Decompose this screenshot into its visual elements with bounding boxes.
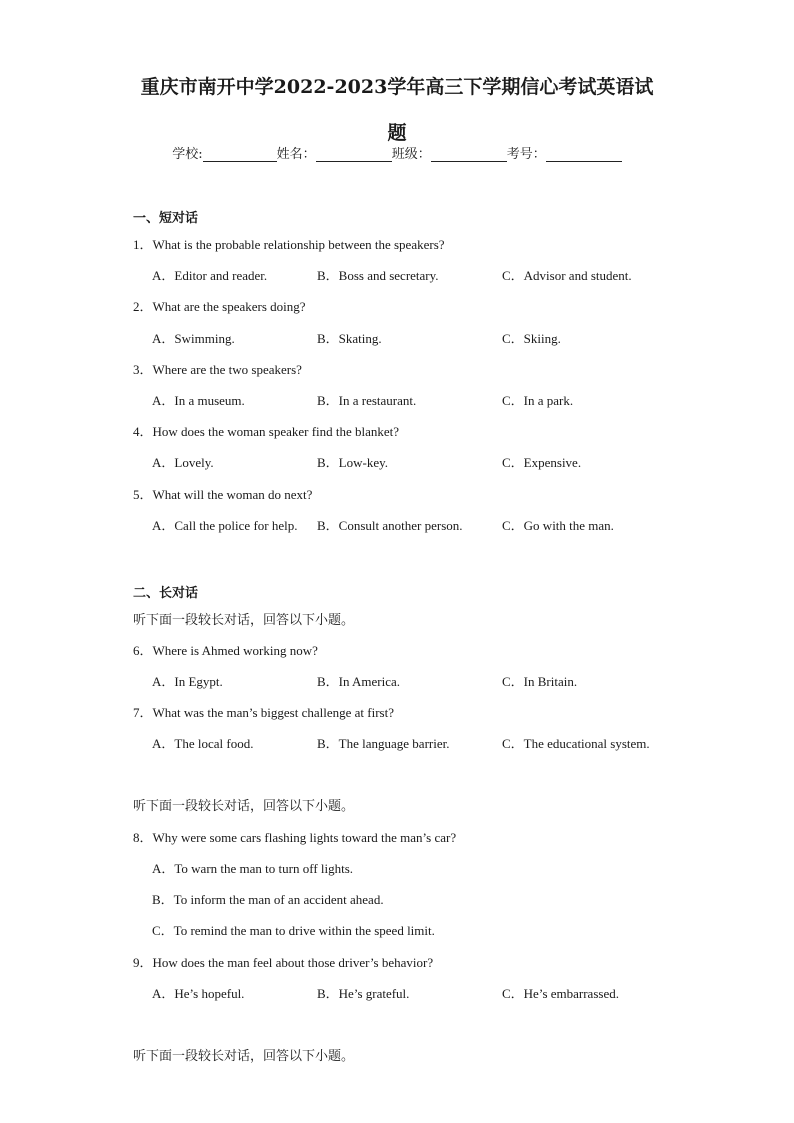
option-a: A．In a museum. [152,393,245,408]
question-stem: 2．What are the speakers doing? [133,299,306,314]
option-b: B．Skating. [317,331,382,346]
option-a: A．To warn the man to turn off lights. [152,861,354,876]
option-c: C．Go with the man. [502,518,614,533]
question-stem: 7．What was the man’s biggest challenge at first? [133,705,395,720]
question-stem: 3．Where are the two speakers? [133,362,302,377]
class-label: 班级： [391,147,431,162]
question-stem: 8．Why were some cars flashing lights toward the man’s car? [133,830,457,845]
name-blank[interactable] [316,147,392,162]
question-stem: 5．What will the woman do next? [133,487,313,502]
option-b: B．In a restaurant. [317,393,417,408]
option-b: B．The language barrier. [317,736,450,751]
option-a: A．Editor and reader. [152,268,268,283]
school-blank[interactable] [203,147,277,162]
option-a: A．In Egypt. [152,674,223,689]
option-a: A．He’s hopeful. [152,986,245,1001]
option-c: C．Skiing. [502,331,561,346]
option-c: C．The educational system. [502,736,650,751]
option-b: B．Consult another person. [317,518,463,533]
class-blank[interactable] [431,147,507,162]
option-b: B．He’s grateful. [317,986,410,1001]
option-a: A．Lovely. [152,455,214,470]
option-c: C．In Britain. [502,674,578,689]
section-heading-long-dialogues: 二、长对话 [133,586,199,601]
exam-number-blank[interactable] [546,147,622,162]
title-line-1: 重庆市南开中学2022-2023学年高三下学期信心考试英语试 [140,76,654,98]
listening-instruction: 听下面一段较长对话，回答以下小题。 [133,799,355,814]
question-stem: 4．How does the woman speaker find the blanket? [133,424,400,439]
name-label: 姓名： [276,147,316,162]
option-c: C．Expensive. [502,455,582,470]
question-stem: 6．Where is Ahmed working now? [133,643,318,658]
option-c: C．Advisor and student. [502,268,632,283]
option-b: B．To inform the man of an accident ahead. [152,892,384,907]
option-a: A．Call the police for help. [152,518,298,533]
option-b: B．Low-key. [317,455,389,470]
question-stem: 9．How does the man feel about those driver’s behavior? [133,955,434,970]
listening-instruction: 听下面一段较长对话，回答以下小题。 [133,1049,355,1064]
option-a: A．The local food. [152,736,254,751]
title-line-2: 题 [387,122,407,144]
option-a: A．Swimming. [152,331,235,346]
question-stem: 1．What is the probable relationship between the speakers? [133,237,445,252]
option-b: B．Boss and secretary. [317,268,439,283]
option-c: C．In a park. [502,393,574,408]
listening-instruction: 听下面一段较长对话，回答以下小题。 [133,613,355,628]
section-heading-short-dialogues: 一、短对话 [133,211,199,226]
school-label: 学校: [172,147,203,162]
exam-number-label: 考号： [506,147,546,162]
student-info-row [0,143,794,162]
option-c: C．To remind the man to drive within the speed limit. [152,923,435,938]
option-c: C．He’s embarrassed. [502,986,619,1001]
option-b: B．In America. [317,674,401,689]
